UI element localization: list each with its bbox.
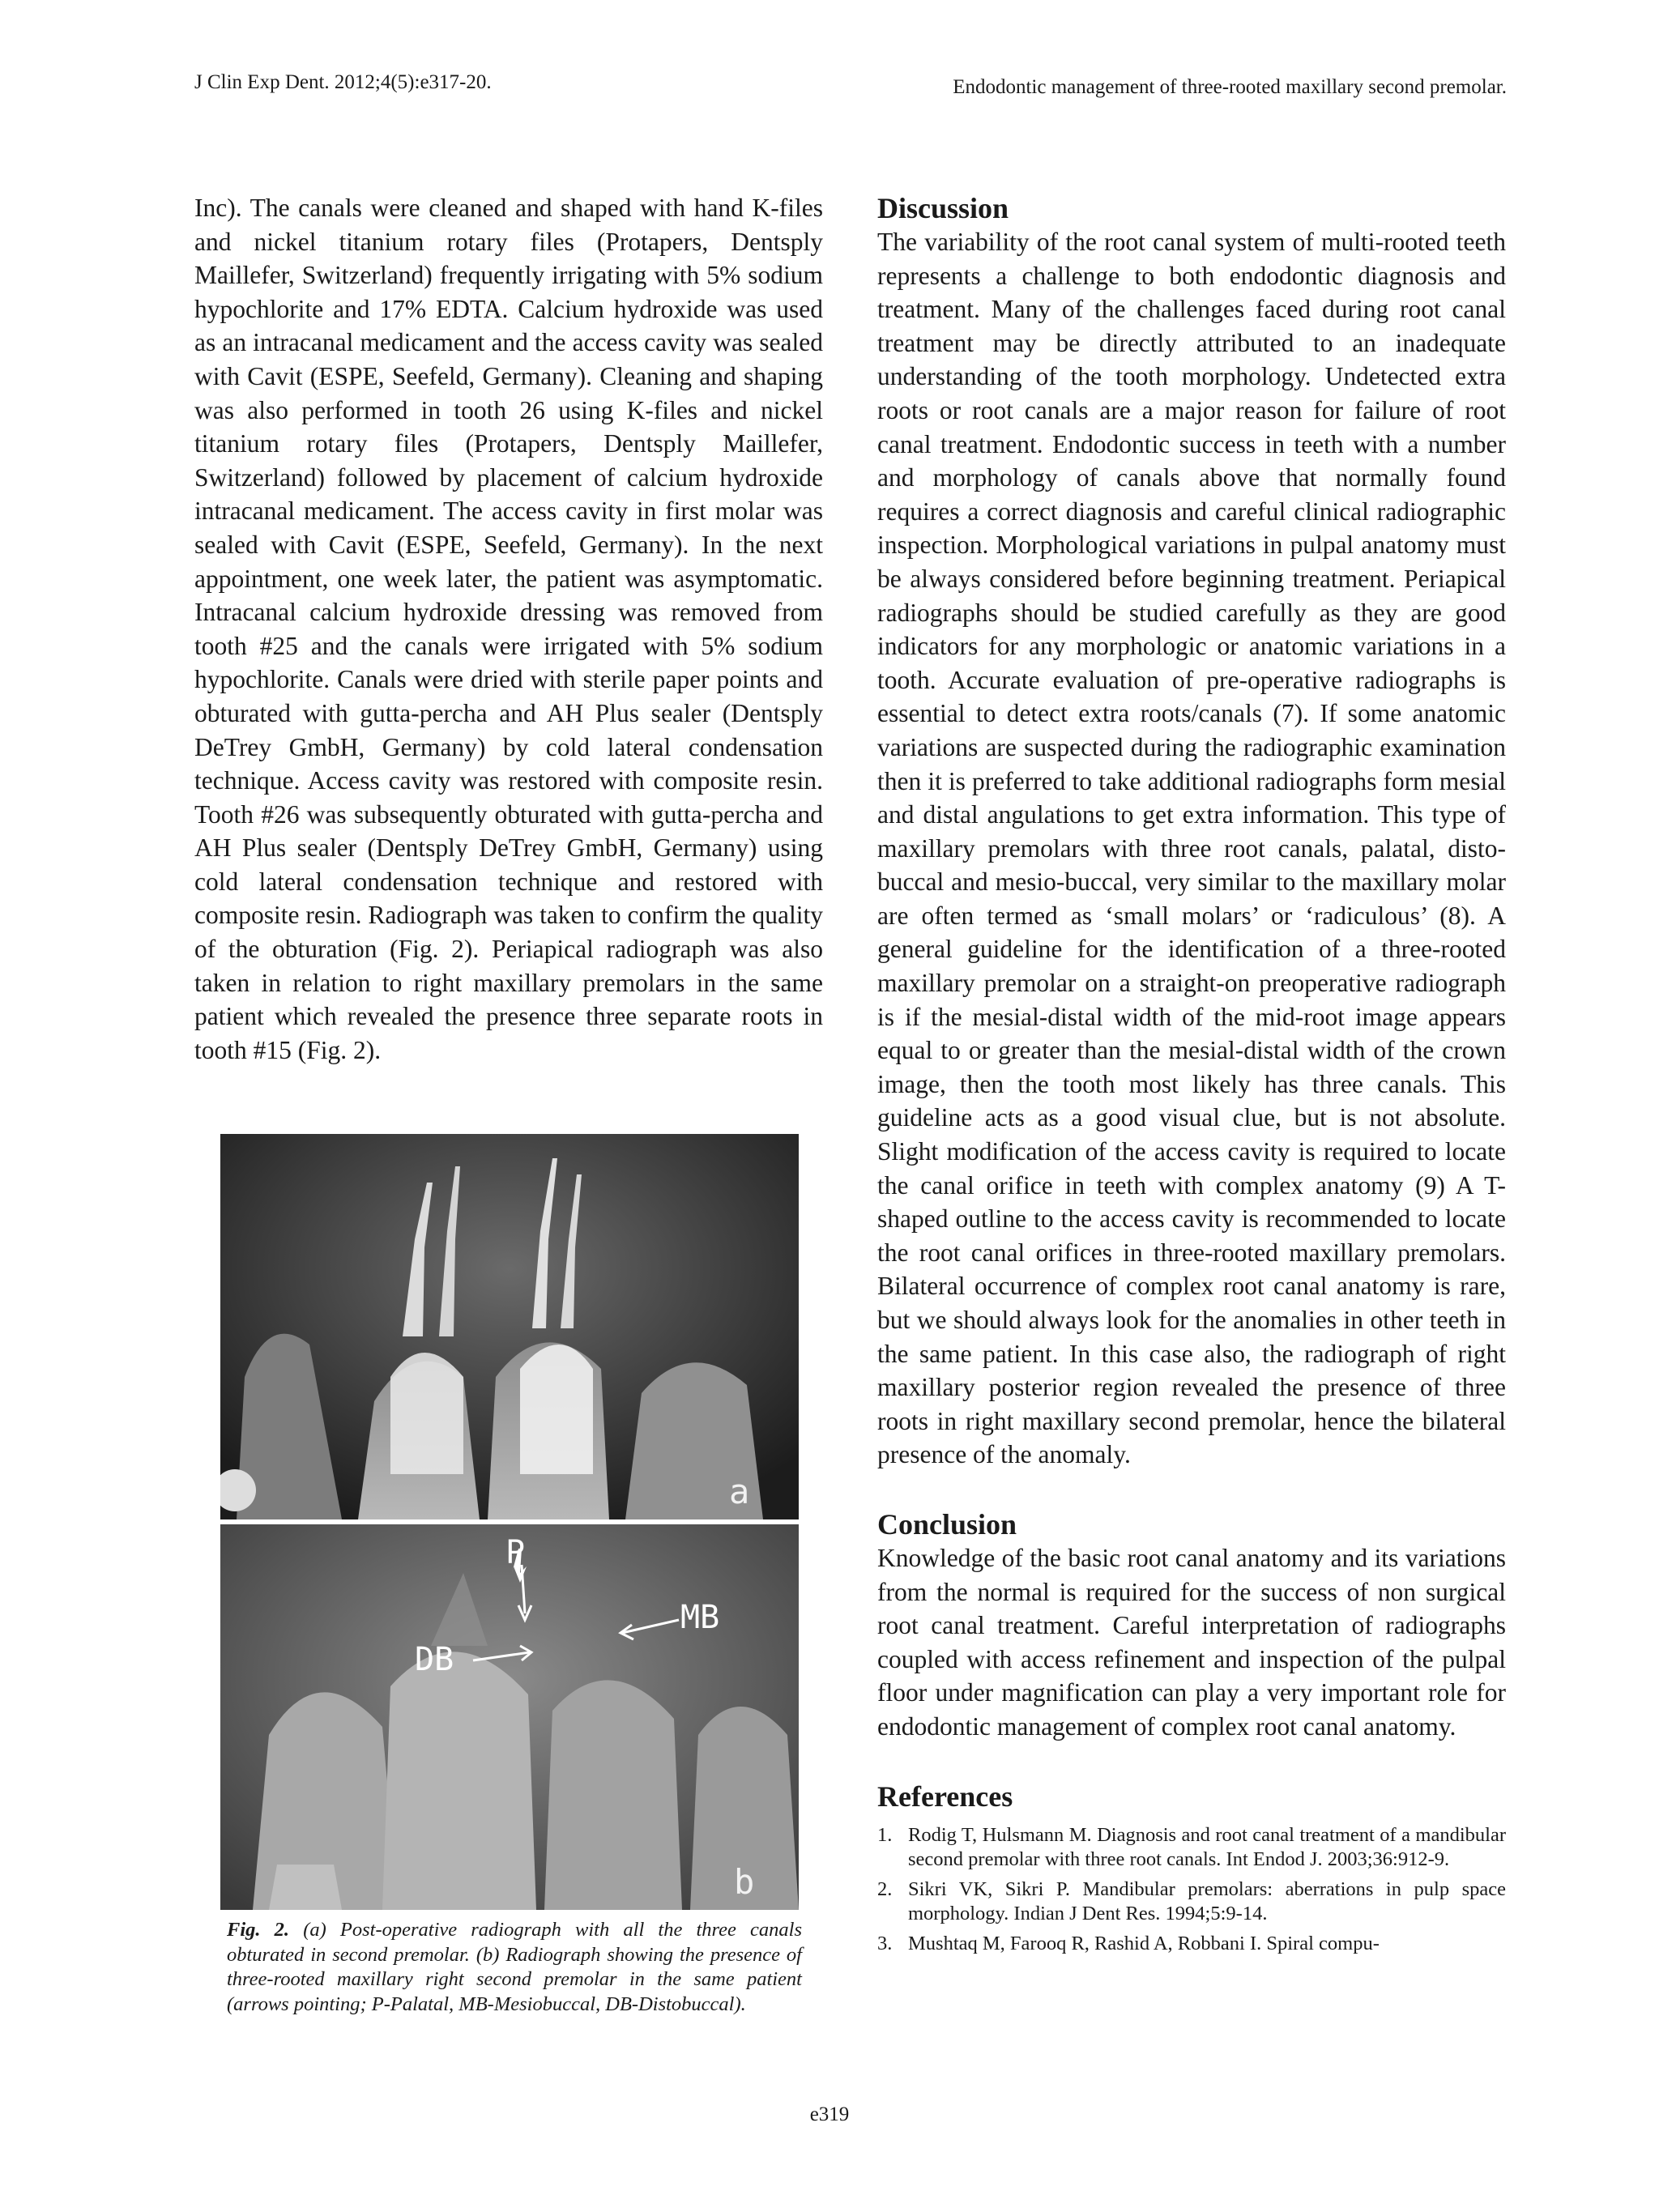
radiograph-panel-a [220, 1134, 799, 1519]
reference-text: Rodig T, Hulsmann M. Diagnosis and root canal treatment of a mandibular second premolar with three root canals. Int Endod J. 2003;36:912-9. [908, 1823, 1506, 1871]
figure-caption [227, 1918, 802, 2017]
reference-item [877, 1823, 1506, 1873]
reference-text: Sikri VK, Sikri P. Mandibular premolars: aberrations in pulp space morphology. Indian J Dent Res. 1994;5:9-14. [908, 1877, 1506, 1925]
reference-number: 3. [877, 1932, 893, 1954]
reference-item [877, 1932, 1506, 1957]
radiograph-b-image [220, 1524, 799, 1910]
reference-text: Mushtaq M, Farooq R, Rashid A, Robbani I. Spiral compu- [908, 1932, 1380, 1954]
label-palatal: P [505, 1534, 526, 1571]
radiograph-a-image [220, 1134, 799, 1519]
figure-2 [220, 1134, 799, 1910]
page-number: e319 [809, 2103, 850, 2125]
conclusion-paragraph: Knowledge of the basic root canal anatomy and its variations from the normal is required for the success of non surgical root canal treatment. Careful interpretation of radiographs coupled with access refinement and inspection of the pulpal floor under magnification can play a very important role for endodontic management of complex root canal anatomy. [877, 1543, 1506, 1741]
discussion-heading: Discussion [877, 192, 1009, 224]
references-list [877, 1823, 1506, 1957]
running-header-citation: J Clin Exp Dent. 2012;4(5):e317-20. [194, 71, 492, 93]
right-column [877, 191, 1506, 1961]
radiograph-panel-b [220, 1524, 799, 1910]
caption-lead: Fig. 2. [227, 1919, 290, 1941]
reference-number: 2. [877, 1877, 893, 1900]
methods-paragraph: Inc). The canals were cleaned and shaped with hand K-files and nickel titanium rotary files (Protapers, Dentsply Maillefer, Switzerland) frequently irrigating with 5% sodium hypochlorite and 17% EDTA. Calcium hydroxide was used as an intracanal medicament and the access cavity was sealed with Cavit (ESPE, Seefeld, Germany). Cleaning and shaping was also performed in tooth 26 using K-files and nickel titanium rotary files (Protapers, Dentsply Maillefer, Switzerland) followed by placement of calcium hydroxide intracanal medicament. The access cavity in first molar was sealed with Cavit (ESPE, Seefeld, Germany). In the next appointment, one week later, the patient was asymptomatic. Intracanal calcium hydroxide dressing was removed from tooth #25 and the canals were irrigated with 5% sodium hypochlorite. Canals were dried with sterile paper points and obturated with gutta-percha and AH Plus sealer (Dentsply DeTrey GmbH, Germany) by cold lateral condensation technique. Access cavity was restored with composite resin. Tooth #26 was subsequently obturated with gutta-percha and AH Plus sealer (Dentsply DeTrey GmbH, Germany) using cold lateral condensation technique and restored with composite resin. Radiograph was taken to confirm the quality of the obturation (Fig. 2). Periapical radiograph was also taken in relation to right maxillary premolars in the same patient which revealed the presence three separate roots in tooth #15 (Fig. 2). [194, 194, 823, 1064]
conclusion-heading: Conclusion [877, 1507, 1017, 1541]
references-heading: References [877, 1779, 1013, 1813]
reference-item [877, 1877, 1506, 1927]
running-header-title: Endodontic management of three-rooted maxillary second premolar. [953, 76, 1507, 98]
reference-number: 1. [877, 1823, 893, 1846]
label-distobuccal: DB [415, 1641, 454, 1678]
caption-text: (a) Post-operative radiograph with all the three canals obturated in second premolar. (b) Radiograph showing the presence of three-rooted maxillary right second premolar in the same patient (arrows pointing; P-Palatal, MB-Mesiobuccal, DB-Distobuccal). [227, 1919, 802, 2015]
discussion-paragraph: The variability of the root canal system of multi-rooted teeth represents a challenge to both endodontic diagnosis and treatment. Many of the challenges faced during root canal treatment may be directly attributed to an inadequate understanding of the tooth morphology. Undetected extra roots or root canals are a major reason for failure of root canal treatment. Endodontic success in teeth with a number and morphology of canals above that normally found requires a correct diagnosis and careful clinical radiographic inspection. Morphological variations in pulpal anatomy must be always considered before beginning treatment. Periapical radiographs should be studied carefully as they are good indicators for any morphologic or anatomic variations in a tooth. Accurate evaluation of pre-operative radiographs is essential to detect extra roots/canals (7). If some anatomic variations are suspected during the radiographic examination then it is preferred to take additional radiographs form mesial and distal angulations to get extra information. This type of maxillary premolars with three root canals, palatal, disto-buccal and mesio-buccal, very similar to the maxillary molar are often termed as ‘small molars’ or ‘radiculous’ (8). A general guideline for the identification of a three-rooted maxillary premolar on a straight-on preoperative radiograph is if the mesial-distal width of the mid-root image appears equal to or greater than the mesial-distal width of the crown image, then the tooth most likely has three canals. This guideline acts as a good visual clue, but is not absolute. Slight modification of the access cavity is required to locate the canal orifice in teeth with complex anatomy (9) A T-shaped outline to the access cavity is recommended to locate the root canal orifices in three-rooted maxillary premolars. Bilateral occurrence of complex root canal anatomy is rare, but we should always look for the anomalies in other teeth in the same patient. In this case also, the radiograph of right maxillary posterior region revealed the presence of three roots in right maxillary second premolar, hence the bilateral presence of the anomaly. [877, 228, 1506, 1469]
label-mesiobuccal: MB [680, 1599, 720, 1636]
panel-b-label: b [734, 1862, 755, 1902]
panel-a-label: a [729, 1472, 750, 1511]
left-column [194, 191, 823, 1067]
